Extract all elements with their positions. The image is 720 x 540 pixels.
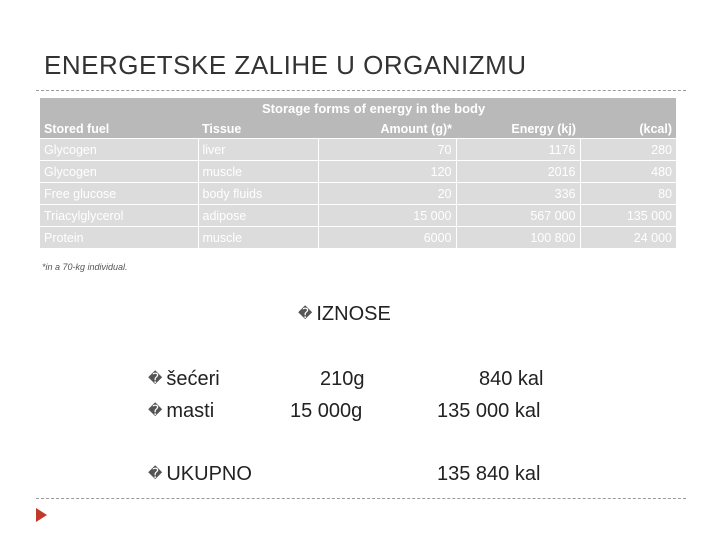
- summary-heading: [298, 303, 391, 326]
- cell-energy-kj: 2016: [456, 161, 580, 183]
- cell-fuel: Triacylglycerol: [40, 205, 198, 227]
- cell-fuel: Glycogen: [40, 161, 198, 183]
- total-label: [148, 463, 252, 486]
- play-arrow-icon: [36, 508, 47, 522]
- bullet-icon: �: [148, 370, 163, 386]
- table-footnote: *in a 70-kg individual.: [42, 262, 128, 272]
- table-row: [40, 205, 676, 227]
- cell-amount: 70: [318, 139, 456, 161]
- cell-energy-kcal: 480: [580, 161, 676, 183]
- cell-tissue: muscle: [198, 161, 318, 183]
- header-energy-kj: Energy (kj): [456, 120, 580, 139]
- cell-tissue: adipose: [198, 205, 318, 227]
- total-label-text: UKUPNO: [166, 463, 252, 485]
- bullet-icon: �: [148, 465, 163, 481]
- cell-tissue: body fluids: [198, 183, 318, 205]
- top-divider: [36, 90, 686, 91]
- header-stored-fuel: Stored fuel: [40, 120, 198, 139]
- cell-energy-kj: 567 000: [456, 205, 580, 227]
- cell-tissue: liver: [198, 139, 318, 161]
- table-caption: Storage forms of energy in the body: [262, 101, 486, 116]
- sugars-label: [148, 368, 220, 391]
- energy-storage-table: [40, 98, 676, 248]
- cell-energy-kcal: 24 000: [580, 227, 676, 249]
- sugars-label-text: šećeri: [166, 368, 220, 390]
- cell-fuel: Free glucose: [40, 183, 198, 205]
- energy-table: [40, 120, 676, 248]
- bullet-icon: �: [298, 305, 313, 321]
- fats-label-text: masti: [166, 400, 215, 422]
- header-amount: Amount (g)*: [318, 120, 456, 139]
- cell-fuel: Glycogen: [40, 139, 198, 161]
- total-energy: 135 840 kal: [437, 463, 541, 485]
- bullet-icon: �: [148, 402, 163, 418]
- table-row: [40, 161, 676, 183]
- table-row: [40, 227, 676, 249]
- cell-fuel: Protein: [40, 227, 198, 249]
- cell-energy-kcal: 80: [580, 183, 676, 205]
- cell-energy-kcal: 135 000: [580, 205, 676, 227]
- cell-energy-kj: 1176: [456, 139, 580, 161]
- summary-heading-text: IZNOSE: [316, 303, 391, 325]
- cell-energy-kcal: 280: [580, 139, 676, 161]
- header-tissue: Tissue: [198, 120, 318, 139]
- fats-label: [148, 400, 214, 423]
- header-energy-kcal: (kcal): [580, 120, 676, 139]
- cell-amount: 6000: [318, 227, 456, 249]
- slide-title: ENERGETSKE ZALIHE U ORGANIZMU: [44, 50, 527, 80]
- cell-amount: 120: [318, 161, 456, 183]
- bottom-divider: [36, 498, 686, 499]
- fats-amount: 15 000g: [290, 400, 363, 422]
- table-row: [40, 139, 676, 161]
- cell-amount: 20: [318, 183, 456, 205]
- cell-energy-kj: 100 800: [456, 227, 580, 249]
- fats-energy: 135 000 kal: [437, 400, 541, 422]
- table-header-row: [40, 120, 676, 139]
- table-row: [40, 183, 676, 205]
- sugars-amount: 210g: [320, 368, 365, 390]
- sugars-energy: 840 kal: [479, 368, 544, 390]
- cell-amount: 15 000: [318, 205, 456, 227]
- cell-tissue: muscle: [198, 227, 318, 249]
- cell-energy-kj: 336: [456, 183, 580, 205]
